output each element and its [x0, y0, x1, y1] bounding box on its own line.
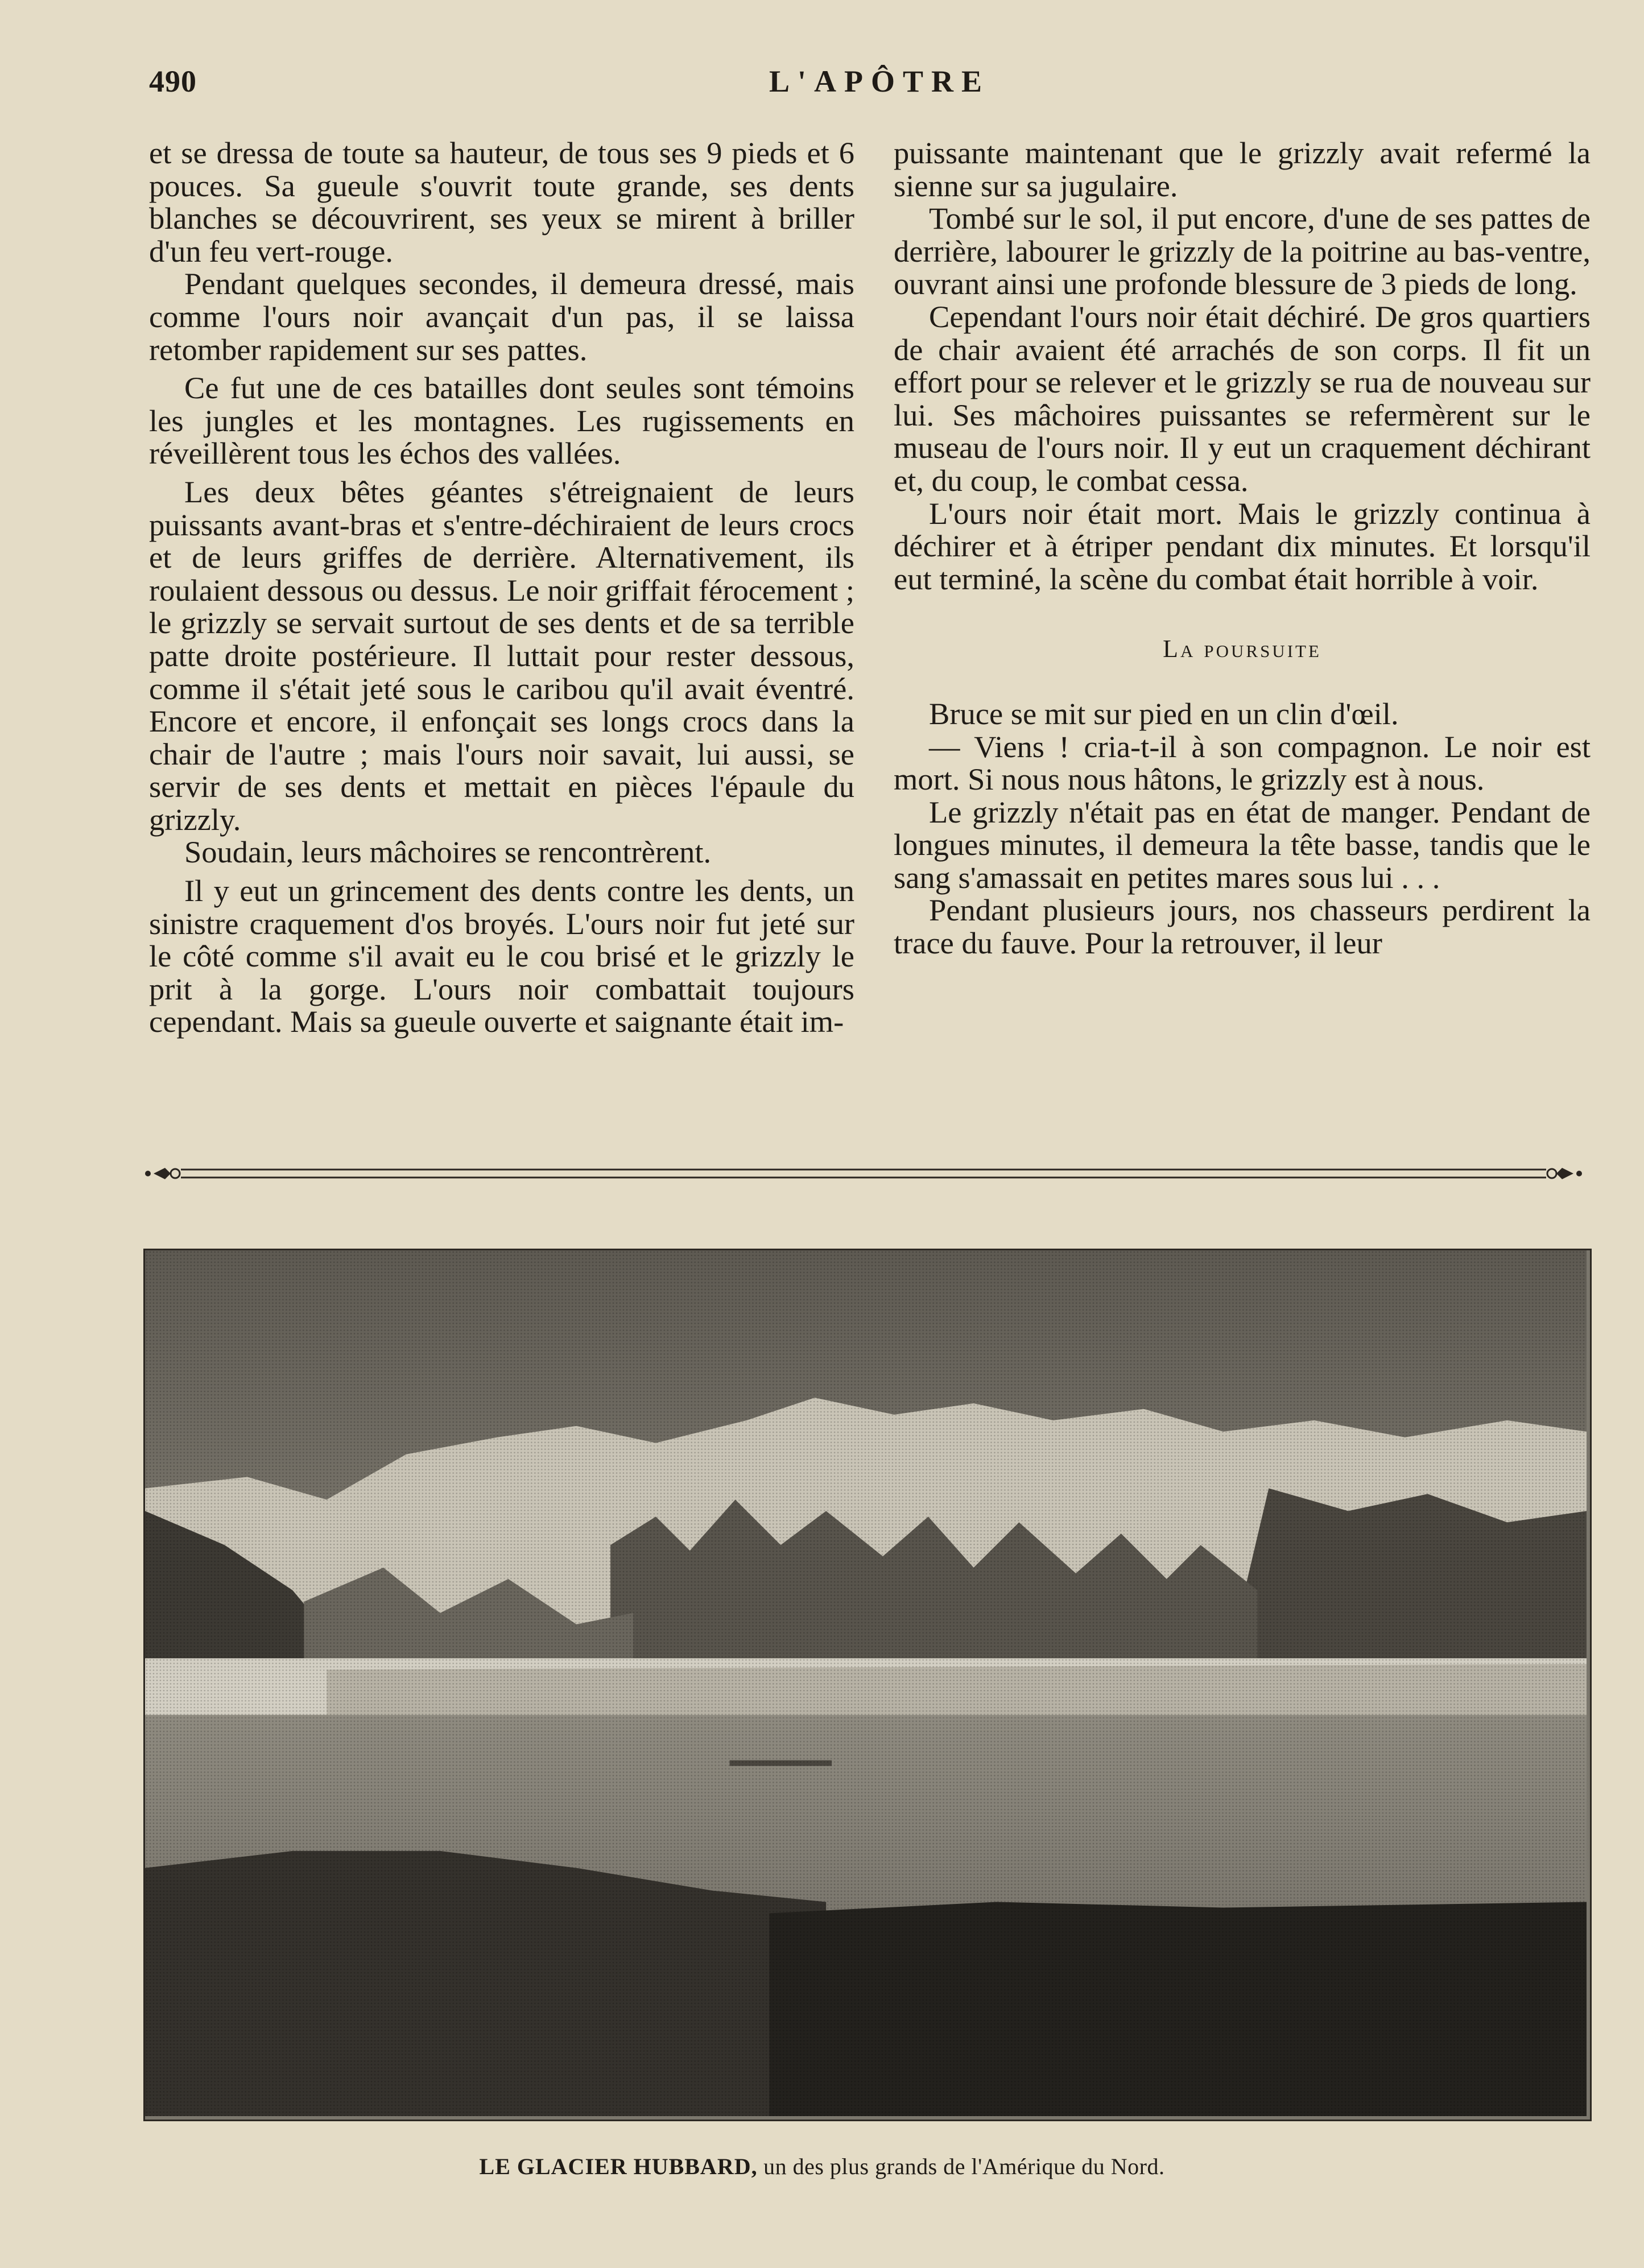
paragraph: L'ours noir était mort. Mais le grizzly continua à déchirer et à étriper pendant dix minutes. Et lorsqu'il eut terminé, la scène du combat était horrible à voir. [894, 495, 1591, 596]
paragraph: Bruce se mit sur pied en un clin d'œil. [929, 696, 1399, 731]
paragraph: et se dressa de toute sa hauteur, de tous ses 9 pieds et 6 pouces. Sa gueule s'ouvrit toute grande, ses dents blanches se découvrirent, ses yeux se mirent à briller d'un feu vert-rouge. [149, 135, 854, 268]
right-column [894, 137, 1591, 960]
paragraph: Il y eut un grincement des dents contre les dents, un sinistre craquement d'os broyés. L'ours noir fut jeté sur le côté comme s'il avait eu le cou brisé et le grizzly le prit à la gorge. L'ours noir combattait toujours cependant. Mais sa gueule ouverte et saignante était im- [149, 873, 854, 1039]
paragraph: Ce fut une de ces batailles dont seules sont témoins les jungles et les montagnes. Les rugissements en réveillèrent tous les échos des vallées. [149, 370, 854, 471]
paragraph: Soudain, leurs mâchoires se rencontrèrent. [184, 835, 712, 870]
paragraph: Cependant l'ours noir était déchiré. De gros quartiers de chair avaient été arrachés de son corps. Il fit un effort pour se relever et le grizzly se rua de nouveau sur lui. Ses mâchoires puissantes se refermèrent sur le museau de l'ours noir. Il y eut un craquement déchirant et, du coup, le combat cessa. [894, 299, 1591, 498]
paragraph: — Viens ! cria-t-il à son compagnon. Le noir est mort. Si nous nous hâtons, le grizzly est à nous. [894, 729, 1591, 797]
ornamental-rule [141, 1160, 1586, 1187]
glacier-photograph [143, 1249, 1592, 2121]
section-title: La poursuite [1163, 635, 1321, 663]
paragraph: Le grizzly n'était pas en état de manger. Pendant de longues minutes, il demeura la tête basse, tandis que le sang s'amassait en petites mares sous lui . . . [894, 794, 1591, 895]
caption-title: LE GLACIER HUBBARD, [479, 2154, 758, 2179]
paragraph: Tombé sur le sol, il put encore, d'une de ses pattes de derrière, labourer le grizzly de la poitrine au bas-ventre, ouvrant ainsi une profonde blessure de 3 pieds de long. [894, 201, 1591, 301]
paragraph: Les deux bêtes géantes s'étreignaient de leurs puissants avant-bras et s'entre-déchiraient de leurs crocs et de leurs griffes de derrière. Alternativement, ils roulaient dessous ou dessus. Le noir griffait férocement ; le grizzly se servait surtout de ses dents et de sa terrible patte droite postérieure. Il luttait pour rester dessous, comme il s'était jeté sous le caribou qu'il avait éventré. Encore et encore, il enfonçait ses longs crocs dans la chair de l'autre ; mais l'ours noir savait, lui aussi, se servir de ses dents et mettait en pièces l'épaule du grizzly. [149, 474, 854, 837]
paragraph: Pendant plusieurs jours, nos chasseurs perdirent la trace du fauve. Pour la retrouver, il leur [894, 893, 1591, 961]
paragraph: Pendant quelques secondes, il demeura dressé, mais comme l'ours noir avançait d'un pas, il se laissa retomber rapidement sur ses pattes. [149, 266, 854, 367]
running-title: L'APÔTRE [769, 64, 990, 98]
page-header [149, 64, 1593, 109]
caption-text: un des plus grands de l'Amérique du Nord. [757, 2154, 1165, 2179]
figure-caption [0, 2153, 1644, 2180]
paragraph: puissante maintenant que le grizzly avait refermé la sienne sur sa jugulaire. [894, 135, 1591, 203]
page-number: 490 [149, 64, 197, 98]
left-column [149, 137, 854, 1038]
